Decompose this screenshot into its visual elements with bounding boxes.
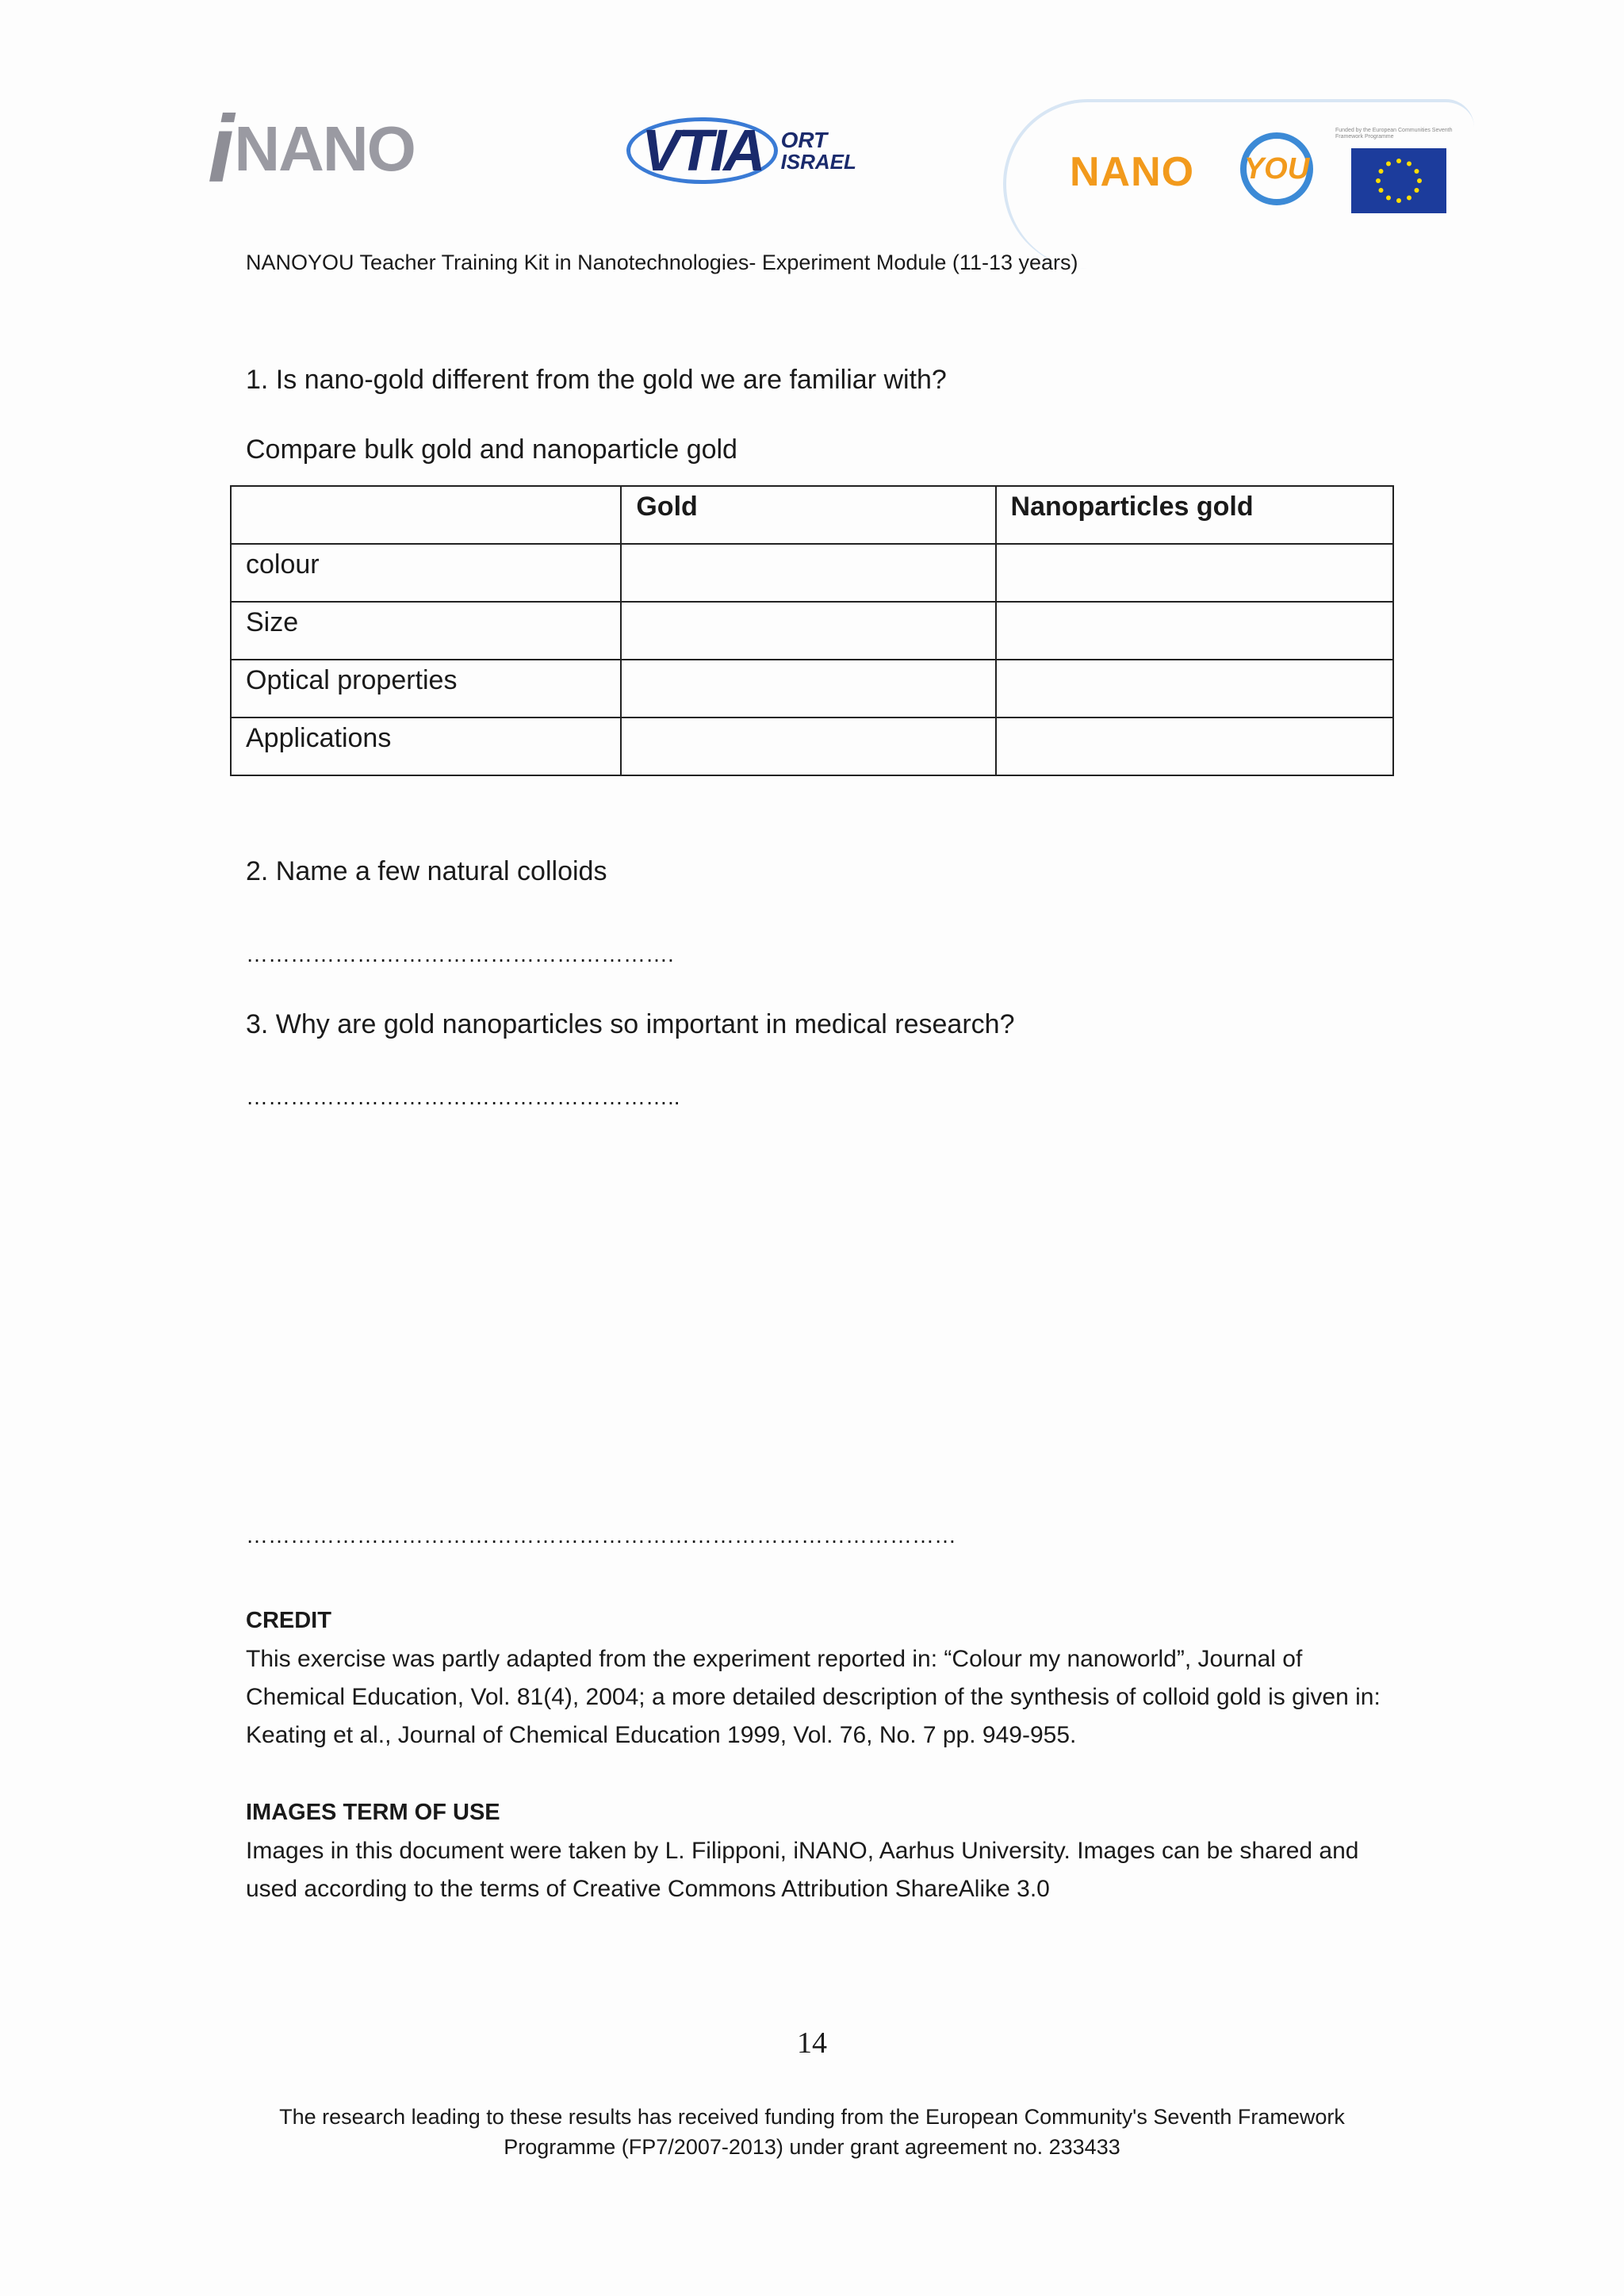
table-row-label: colour	[231, 544, 621, 602]
footer-line-1: The research leading to these results has received funding from the European Community's Seventh Framework	[279, 2105, 1345, 2129]
table-row	[231, 718, 1393, 775]
inano-logo-i: i	[208, 96, 235, 202]
answer-line-q3: …………………………………………………..	[246, 1085, 680, 1109]
header-title: NANOYOU Teacher Training Kit in Nanotechnologies- Experiment Module (11-13 years)	[246, 251, 1078, 274]
table-cell	[621, 660, 995, 718]
nanoyou-logo	[1003, 99, 1474, 269]
question-2: 2. Name a few natural colloids	[246, 856, 607, 886]
nanoyou-logo-nano: NANO	[1070, 149, 1195, 195]
ort-logo-ort: ORT	[780, 128, 828, 152]
question-3: 3. Why are gold nanoparticles so important in medical research?	[246, 1009, 1015, 1039]
table-row	[231, 660, 1393, 718]
table-cell	[996, 660, 1393, 718]
nanoyou-logo-you: YOU	[1240, 132, 1313, 205]
comparison-table	[230, 485, 1394, 776]
eu-flag-icon	[1351, 148, 1446, 213]
eu-funding-caption: Funded by the European Communities Seventh Framework Programme	[1335, 128, 1453, 140]
table-header-cell: Nanoparticles gold	[996, 486, 1393, 544]
table-cell	[621, 602, 995, 660]
table-header-cell	[231, 486, 621, 544]
table-row-label: Size	[231, 602, 621, 660]
table-header-cell: Gold	[621, 486, 995, 544]
compare-intro: Compare bulk gold and nanoparticle gold	[246, 434, 737, 465]
table-cell	[621, 718, 995, 775]
question-1: 1. Is nano-gold different from the gold we are familiar with?	[246, 365, 947, 395]
table-row	[231, 544, 1393, 602]
table-row	[231, 602, 1393, 660]
inano-logo	[208, 96, 462, 202]
table-cell	[996, 718, 1393, 775]
table-header-row	[231, 486, 1393, 544]
table-row-label: Optical properties	[231, 660, 621, 718]
table-cell	[996, 602, 1393, 660]
funding-footer	[0, 2102, 1624, 2162]
answer-line-q3-long: ……………………………………………………………………………………	[246, 1523, 956, 1548]
footer-line-2: Programme (FP7/2007-2013) under grant agreement no. 233433	[504, 2135, 1120, 2159]
table-cell	[996, 544, 1393, 602]
table-row-label: Applications	[231, 718, 621, 775]
ort-logo-israel: ISRAEL	[780, 150, 856, 174]
answer-line-q2: ………………………………………………….	[246, 942, 674, 966]
page-number: 14	[797, 2026, 827, 2060]
ort-israel-logo	[626, 111, 864, 190]
credit-text: This exercise was partly adapted from the experiment reported in: “Colour my nanoworld”, Journal of Chemical Education, Vol. 81(4), 2004; a more detailed description of the synthesis of colloid gold is given in: Keating et al., Journal of Chemical Education 1999, Vol. 76, No. 7 pp. 949-955.	[246, 1646, 1381, 1748]
credit-heading: CREDIT	[246, 1608, 331, 1633]
ort-logo-mark: VTIA	[626, 117, 778, 184]
images-terms-heading: IMAGES TERM OF USE	[246, 1800, 500, 1825]
inano-logo-name: NANO	[234, 113, 415, 184]
table-cell	[621, 544, 995, 602]
images-terms-text: Images in this document were taken by L. Filipponi, iNANO, Aarhus University. Images can be shared and used according to the terms of Creative Commons Attribution ShareAlike 3.0	[246, 1838, 1359, 1902]
